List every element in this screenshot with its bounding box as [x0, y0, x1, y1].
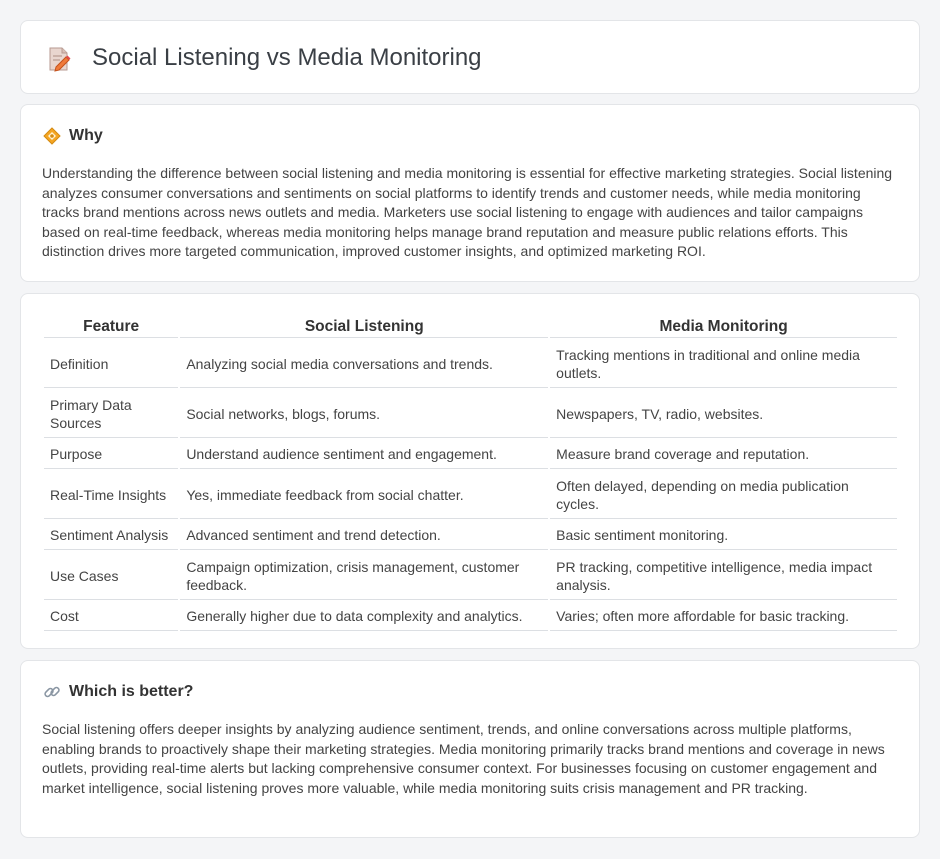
- table-row: [44, 440, 897, 469]
- header-media-monitoring: Media Monitoring: [550, 317, 897, 338]
- why-heading-label: Why: [69, 127, 103, 144]
- media-monitoring-cell: Newspapers, TV, radio, websites.: [550, 390, 897, 438]
- link-icon: [43, 683, 61, 701]
- feature-cell: Purpose: [44, 440, 178, 469]
- media-monitoring-cell: Tracking mentions in traditional and online media outlets.: [550, 340, 897, 388]
- feature-cell: Use Cases: [44, 552, 178, 600]
- header-feature: Feature: [44, 317, 178, 338]
- feature-cell: Sentiment Analysis: [44, 521, 178, 550]
- social-listening-cell: Yes, immediate feedback from social chatter.: [180, 471, 548, 519]
- table-row: [44, 471, 897, 519]
- better-heading: [43, 683, 193, 701]
- media-monitoring-cell: Basic sentiment monitoring.: [550, 521, 897, 550]
- table-header-row: [44, 317, 897, 338]
- why-text: Understanding the difference between social listening and media monitoring is essential for effective marketing strategies. Social listening analyzes consumer conversations and sentiments on social platforms to identify trends and customer needs, while media monitoring tracks brand mentions across news outlets and media. Marketers use social listening to engage with audiences and tailor campaigns based on real-time feedback, whereas media monitoring helps manage brand reputation and measure public relations efforts. This distinction drives more targeted communication, improved customer insights, and optimized marketing ROI.: [42, 165, 893, 260]
- comparison-table: [42, 315, 899, 633]
- social-listening-cell: Social networks, blogs, forums.: [180, 390, 548, 438]
- header-card: [20, 20, 920, 94]
- table-row: [44, 552, 897, 600]
- document-pencil-icon: [47, 46, 71, 72]
- media-monitoring-cell: PR tracking, competitive intelligence, media impact analysis.: [550, 552, 897, 600]
- media-monitoring-cell: Varies; often more affordable for basic tracking.: [550, 602, 897, 631]
- feature-cell: Real-Time Insights: [44, 471, 178, 519]
- social-listening-cell: Campaign optimization, crisis management, customer feedback.: [180, 552, 548, 600]
- media-monitoring-cell: Often delayed, depending on media publication cycles.: [550, 471, 897, 519]
- which-is-better-section: [20, 660, 920, 838]
- comparison-table-card: [20, 293, 920, 649]
- table-row: [44, 602, 897, 631]
- diamond-signal-icon: [43, 127, 61, 145]
- social-listening-cell: Generally higher due to data complexity and analytics.: [180, 602, 548, 631]
- header-social-listening: Social Listening: [180, 317, 548, 338]
- media-monitoring-cell: Measure brand coverage and reputation.: [550, 440, 897, 469]
- table-row: [44, 340, 897, 388]
- feature-cell: Definition: [44, 340, 178, 388]
- table-row: [44, 521, 897, 550]
- better-text: Social listening offers deeper insights by analyzing audience sentiment, trends, and online conversations across multiple platforms, enabling brands to proactively shape their marketing strategies. Media monitoring primarily tracks brand mentions and coverage in news outlets, providing real-time alerts but lacking comprehensive consumer context. For businesses focusing on customer engagement and market intelligence, social listening proves more valuable, while media monitoring suits crisis management and PR tracking.: [42, 721, 885, 796]
- social-listening-cell: Advanced sentiment and trend detection.: [180, 521, 548, 550]
- feature-cell: Cost: [44, 602, 178, 631]
- why-section: [20, 104, 920, 282]
- feature-cell: Primary Data Sources: [44, 390, 178, 438]
- social-listening-cell: Understand audience sentiment and engagement.: [180, 440, 548, 469]
- social-listening-cell: Analyzing social media conversations and trends.: [180, 340, 548, 388]
- page-title: Social Listening vs Media Monitoring: [92, 44, 482, 71]
- better-heading-label: Which is better?: [69, 683, 194, 700]
- table-row: [44, 390, 897, 438]
- why-heading: [43, 127, 103, 145]
